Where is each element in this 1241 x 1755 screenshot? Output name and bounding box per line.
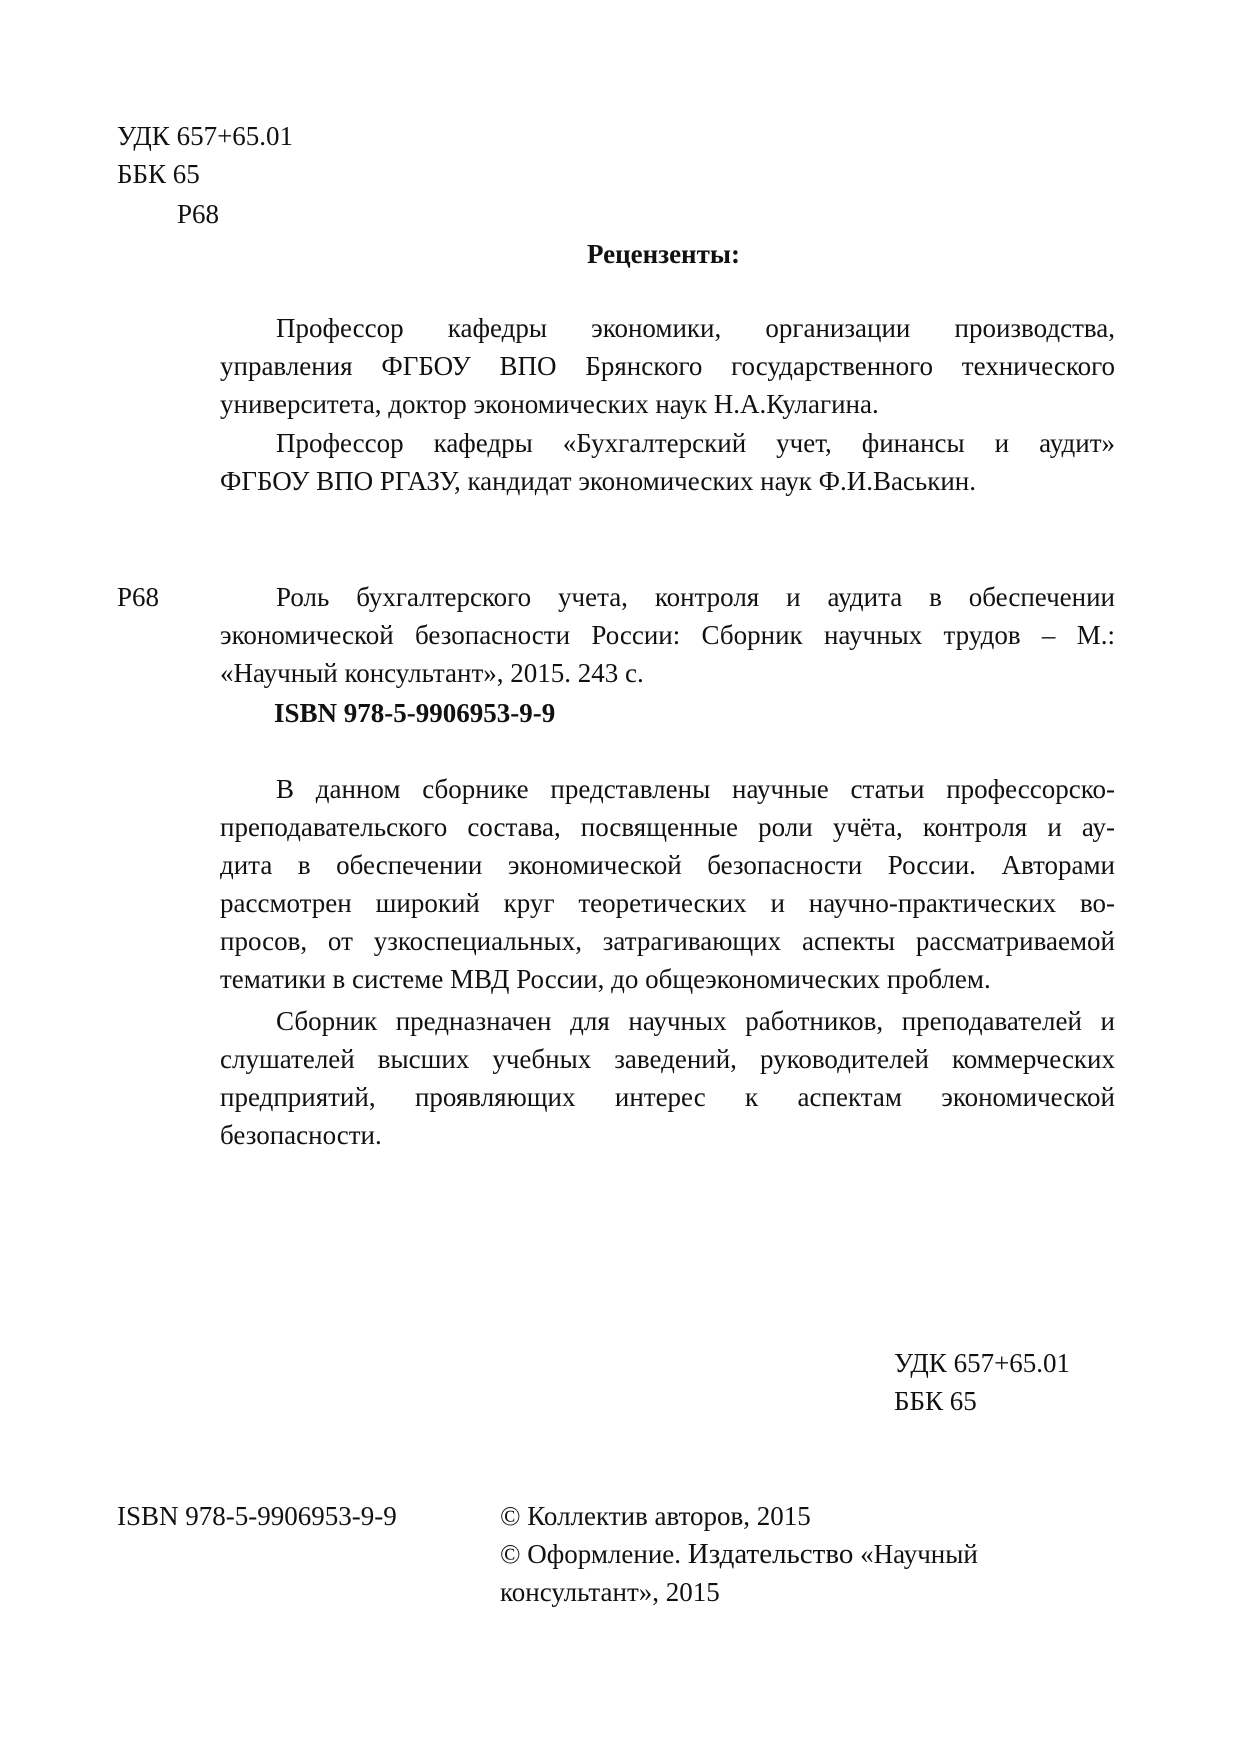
copyright-design-line2: консультант», 2015: [500, 1577, 720, 1607]
reviewers-title: Рецензенты:: [587, 239, 740, 269]
bbk-code: ББК 65: [117, 159, 200, 189]
abstract-line: Сборник предназначен для научных работников, преподавателей и: [276, 1006, 1115, 1036]
udk-code: УДК 657+65.01: [117, 121, 294, 151]
copyright-block: [500, 1497, 978, 1611]
abstract-line: просов, от узкоспециальных, затрагивающих аспекты рассматриваемой: [220, 926, 1115, 956]
copyright-publisher: Издательство: [687, 1538, 854, 1570]
reviewer-2-line: ФГБОУ ВПО РГАЗУ, кандидат экономических наук Ф.И.Васькин.: [220, 466, 976, 496]
reviewer-1: [220, 309, 1115, 423]
classification-bottom: [894, 1344, 1070, 1420]
bbk-code: ББК 65: [894, 1386, 977, 1416]
abstract-line: преподавательского состава, посвященные роли учёта, контроля и ау-: [220, 812, 1115, 842]
author-index: Р68: [177, 199, 220, 229]
abstract-line: В данном сборнике представлены научные статьи профессорско-: [276, 774, 1115, 804]
isbn-footer: ISBN 978-5-9906953-9-9: [117, 1501, 397, 1531]
abstract-line: рассмотрен широкий круг теоретических и научно-практических во-: [220, 888, 1115, 918]
isbn-heading: ISBN 978-5-9906953-9-9: [274, 698, 556, 728]
abstract-line: тематики в системе МВД России, до общеэкономических проблем.: [220, 964, 991, 994]
abstract-paragraph-2: [220, 1002, 1115, 1154]
abstract-line: дита в обеспечении экономической безопасности России. Авторами: [220, 850, 1115, 880]
reviewer-2: [220, 424, 1115, 500]
classification-top: [117, 117, 293, 193]
catalog-description: [220, 578, 1115, 692]
udk-code: УДК 657+65.01: [894, 1348, 1071, 1378]
reviewer-2-line: Профессор кафедры «Бухгалтерский учет, финансы и аудит»: [276, 428, 1115, 458]
abstract-line: предприятий, проявляющих интерес к аспектам экономической: [220, 1082, 1115, 1112]
reviewer-1-line: управления ФГБОУ ВПО Брянского государственного технического: [220, 351, 1115, 381]
catalog-line: Роль бухгалтерского учета, контроля и аудита в обеспечении: [276, 582, 1115, 612]
copyright-design-suffix: «Научный: [853, 1539, 978, 1569]
catalog-line: «Научный консультант», 2015. 243 с.: [220, 658, 644, 688]
catalog-line: экономической безопасности России: Сборник научных трудов – М.:: [220, 620, 1115, 650]
copyright-authors: © Коллектив авторов, 2015: [500, 1501, 811, 1531]
reviewer-1-line: Профессор кафедры экономики, организации производства,: [276, 313, 1115, 343]
abstract-line: безопасности.: [220, 1120, 382, 1150]
abstract-paragraph-1: [220, 770, 1115, 998]
reviewer-1-line: университета, доктор экономических наук Н.А.Кулагина.: [220, 389, 879, 419]
abstract-line: слушателей высших учебных заведений, руководителей коммерческих: [220, 1044, 1115, 1074]
copyright-design-prefix: © Оформление.: [500, 1539, 688, 1569]
catalog-code: Р68: [117, 582, 160, 612]
copyright-design: [500, 1535, 978, 1573]
